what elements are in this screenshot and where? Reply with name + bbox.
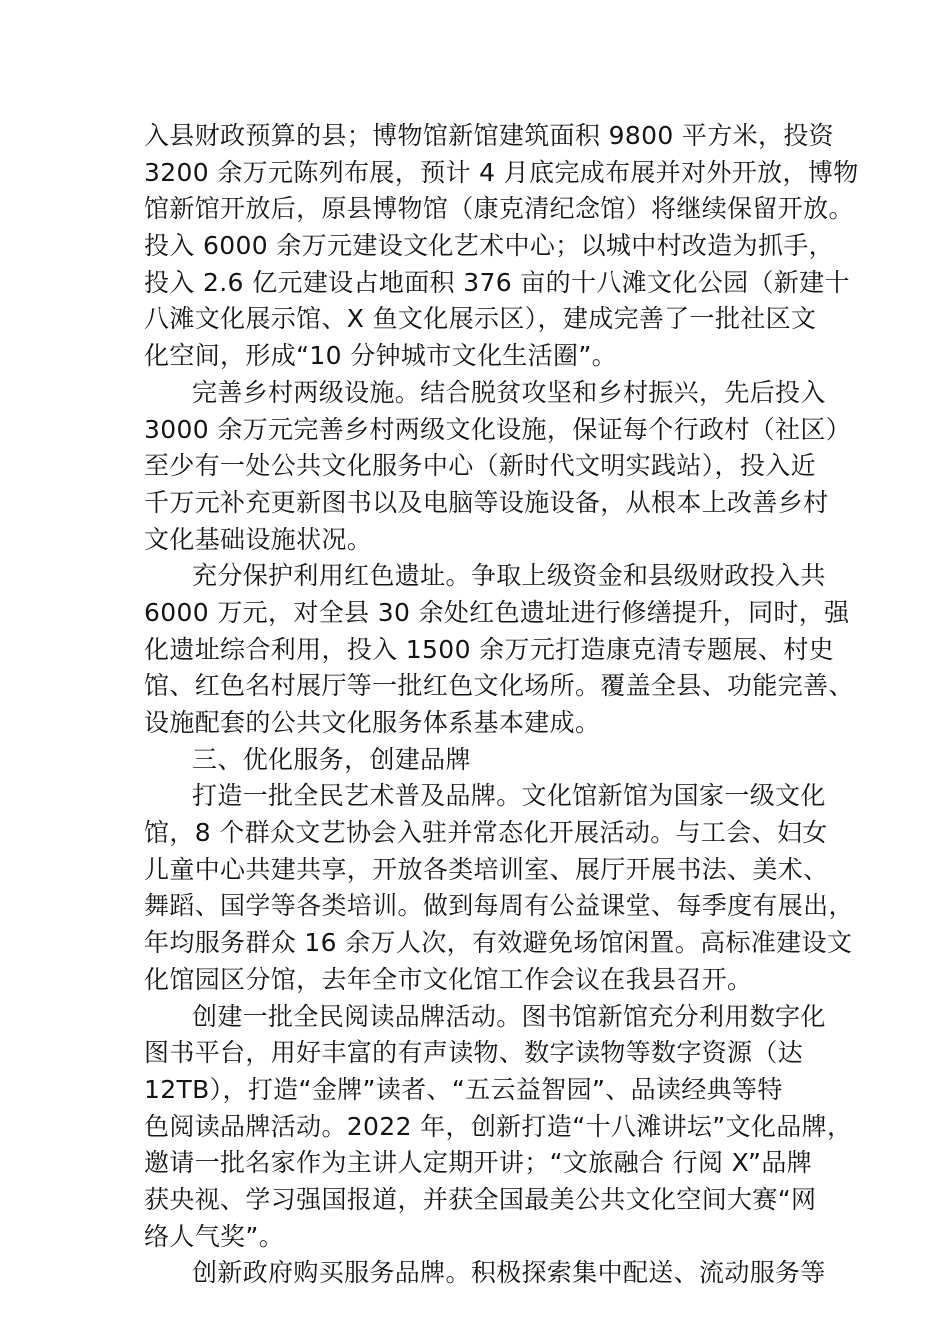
text-line: 络人气奖”。: [144, 1221, 285, 1251]
text-line: 6000 万元，对全县 30 余处红色遗址进行修缮提升，同时，强: [144, 597, 850, 627]
text-line: 投入 2.6 亿元建设占地面积 376 亩的十八滩文化公园（新建十: [144, 267, 850, 297]
text-line: 创新政府购买服务品牌。积极探索集中配送、流动服务等: [192, 1258, 826, 1288]
text-line: 馆、红色名村展厅等一批红色文化场所。覆盖全县、功能完善、: [144, 671, 854, 701]
text-line: 文化基础设施状况。: [144, 524, 373, 554]
text-line: 入县财政预算的县；博物馆新馆建筑面积 9800 平方米，投资: [144, 121, 835, 150]
text-line: 至少有一处公共文化服务中心（新时代文明实践站），投入近: [144, 451, 816, 481]
text-line: 3000 余万元完善乡村两级文化设施，保证每个行政村（社区）: [144, 414, 852, 444]
text-line: 八滩文化展示馆、X 鱼文化展示区），建成完善了一批社区文: [144, 304, 817, 334]
text-line: 馆新馆开放后，原县博物馆（康克清纪念馆）将继续保留开放。: [144, 194, 854, 224]
text-line: 创建一批全民阅读品牌活动。图书馆新馆充分利用数字化: [192, 1001, 826, 1031]
text-line: 邀请一批名家作为主讲人定期开讲；“文旅融合 行阅 X”品牌: [144, 1148, 813, 1178]
text-line: 完善乡村两级设施。结合脱贫攻坚和乡村振兴，先后投入: [192, 377, 826, 407]
text-line: 年均服务群众 16 余万人次，有效避免场馆闲置。高标准建设文: [144, 928, 853, 958]
text-line: 12TB），打造“金牌”读者、“五云益智园”、品读经典等特: [144, 1074, 783, 1104]
text-line: 馆，8 个群众文艺协会入驻并常态化开展活动。与工会、妇女: [144, 818, 828, 848]
document-page: [144, 118, 859, 1292]
text-line: 化馆园区分馆，去年全市文化馆工作会议在我县召开。: [144, 964, 753, 994]
text-line: 三、优化服务，创建品牌: [192, 744, 471, 774]
text-line: 色阅读品牌活动。2022 年，创新打造“十八滩讲坛”文化品牌，: [144, 1111, 853, 1141]
text-line: 化遗址综合利用，投入 1500 余万元打造康克清专题展、村史: [144, 634, 835, 664]
text-line: 化空间，形成“10 分钟城市文化生活圈”。: [144, 341, 618, 371]
text-line: 打造一批全民艺术普及品牌。文化馆新馆为国家一级文化: [192, 781, 826, 811]
text-line: 图书平台，用好丰富的有声读物、数字读物等数字资源（达: [144, 1038, 804, 1068]
text-line: 获央视、学习强国报道，并获全国最美公共文化空间大赛“网: [144, 1184, 817, 1214]
text-line: 儿童中心共建共享，开放各类培训室、展厅开展书法、美术、: [144, 854, 829, 884]
text-line: 设施配套的公共文化服务体系基本建成。: [144, 708, 601, 737]
text-line: 舞蹈、国学等各类培训。做到每周有公益课堂、每季度有展出，: [144, 891, 854, 921]
text-line: 充分保护利用红色遗址。争取上级资金和县级财政投入共: [192, 561, 826, 591]
text-line: 投入 6000 余万元建设文化艺术中心；以城中村改造为抓手，: [144, 231, 835, 261]
text-line: 千万元补充更新图书以及电脑等设施设备，从根本上改善乡村: [144, 487, 829, 517]
text-line: 3200 余万元陈列布展，预计 4 月底完成布展并对外开放，博物: [144, 157, 859, 187]
